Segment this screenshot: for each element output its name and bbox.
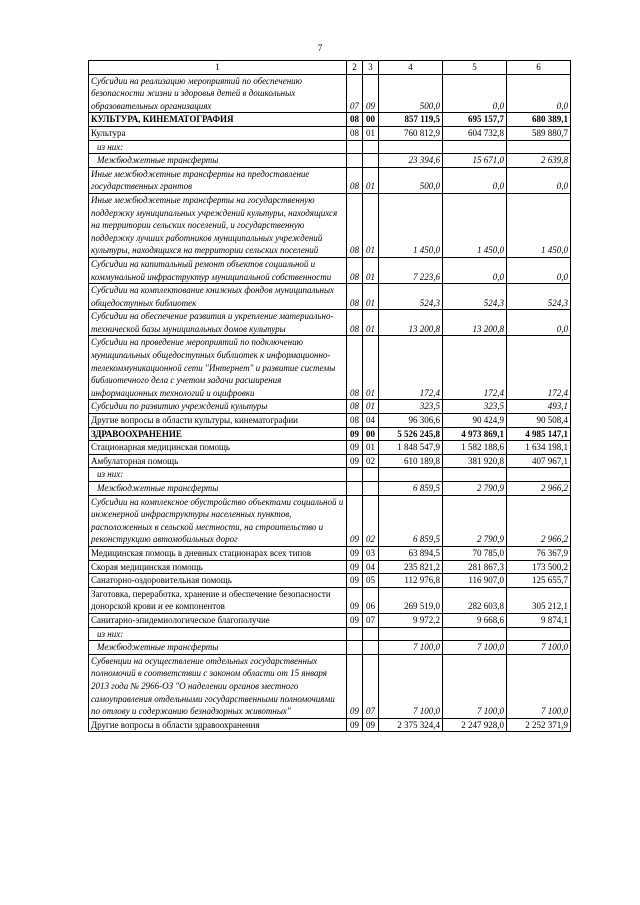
amount-col6-cell: 0,0 — [507, 167, 571, 193]
subsection-code-cell: 02 — [363, 454, 379, 468]
amount-col6-cell: 4 985 147,1 — [507, 427, 571, 441]
amount-col5-cell: 524,3 — [443, 284, 507, 310]
row-name-cell: Иные межбюджетные трансферты на предоставление государственных грантов — [89, 167, 347, 193]
subsection-code-cell: 07 — [363, 654, 379, 718]
table-row — [89, 336, 571, 400]
amount-col4-cell: 6 859,5 — [379, 495, 443, 546]
row-name-cell: Стационарная медицинская помощь — [89, 441, 347, 455]
header-row — [89, 61, 571, 75]
table-row — [89, 495, 571, 546]
table-row — [89, 627, 571, 641]
amount-col4-cell: 63 894,5 — [379, 546, 443, 560]
row-name-cell: Субсидии на обеспечение развития и укрепление материально-технической базы муниципальных домов культуры — [89, 310, 347, 336]
table-row — [89, 74, 571, 113]
amount-col5-cell: 381 920,8 — [443, 454, 507, 468]
amount-col5-cell: 281 867,3 — [443, 560, 507, 574]
amount-col5-cell: 2 247 928,0 — [443, 718, 507, 732]
table-row — [89, 400, 571, 414]
section-code-cell: 09 — [347, 718, 363, 732]
amount-col5-cell: 604 732,8 — [443, 126, 507, 140]
page-number: 7 — [317, 43, 323, 53]
section-code-cell: 08 — [347, 257, 363, 283]
amount-col6-cell: 76 367,9 — [507, 546, 571, 560]
row-name-cell: Субвенции на осуществление отдельных государственных полномочий в соответствии с законом области от 15 января 2013 года № 2966-ОЗ "О наделении органов местного самоуправления отдельными государственными полномочиями по отлову и содержанию безнадзорных животных" — [89, 654, 347, 718]
table-row — [89, 641, 571, 655]
amount-col5-cell: 695 157,7 — [443, 113, 507, 127]
amount-col6-cell: 9 874,1 — [507, 613, 571, 627]
section-code-cell: 08 — [347, 310, 363, 336]
amount-col6-cell: 2 966,2 — [507, 482, 571, 496]
subsection-code-cell: 09 — [363, 74, 379, 113]
header-cell: 2 — [347, 61, 363, 75]
table-row — [89, 441, 571, 455]
section-code-cell — [347, 641, 363, 655]
subsection-code-cell: 04 — [363, 560, 379, 574]
amount-col4-cell: 7 223,6 — [379, 257, 443, 283]
subsection-code-cell: 05 — [363, 574, 379, 588]
table-row — [89, 193, 571, 257]
amount-col4-cell: 112 976,8 — [379, 574, 443, 588]
section-code-cell: 07 — [347, 74, 363, 113]
section-code-cell: 08 — [347, 126, 363, 140]
amount-col4-cell: 500,0 — [379, 167, 443, 193]
amount-col4-cell: 2 375 324,4 — [379, 718, 443, 732]
subsection-code-cell — [363, 468, 379, 482]
subsection-code-cell: 01 — [363, 336, 379, 400]
amount-col5-cell: 2 790,9 — [443, 482, 507, 496]
row-name-cell: Другие вопросы в области культуры, кинематографии — [89, 414, 347, 428]
amount-col5-cell: 15 671,0 — [443, 154, 507, 168]
amount-col6-cell — [507, 140, 571, 154]
subsection-code-cell: 01 — [363, 193, 379, 257]
row-name-cell: Медицинская помощь в дневных стационарах всех типов — [89, 546, 347, 560]
row-name-cell: Амбулаторная помощь — [89, 454, 347, 468]
amount-col5-cell: 4 973 869,1 — [443, 427, 507, 441]
amount-col4-cell — [379, 468, 443, 482]
section-code-cell: 09 — [347, 654, 363, 718]
amount-col4-cell: 6 859,5 — [379, 482, 443, 496]
subsection-code-cell: 04 — [363, 414, 379, 428]
amount-col4-cell: 5 526 245,8 — [379, 427, 443, 441]
table-row — [89, 414, 571, 428]
table-row — [89, 310, 571, 336]
amount-col4-cell: 1 848 547,9 — [379, 441, 443, 455]
section-code-cell: 09 — [347, 427, 363, 441]
amount-col4-cell: 9 972,2 — [379, 613, 443, 627]
amount-col5-cell: 0,0 — [443, 257, 507, 283]
amount-col4-cell — [379, 140, 443, 154]
subsection-code-cell — [363, 154, 379, 168]
amount-col6-cell: 407 967,1 — [507, 454, 571, 468]
section-code-cell — [347, 140, 363, 154]
amount-col6-cell: 305 212,1 — [507, 587, 571, 613]
amount-col4-cell: 23 394,6 — [379, 154, 443, 168]
amount-col4-cell: 172,4 — [379, 336, 443, 400]
table-row — [89, 140, 571, 154]
amount-col6-cell: 125 655,7 — [507, 574, 571, 588]
amount-col6-cell — [507, 627, 571, 641]
amount-col5-cell: 116 907,0 — [443, 574, 507, 588]
amount-col4-cell: 524,3 — [379, 284, 443, 310]
amount-col6-cell: 172,4 — [507, 336, 571, 400]
table-row — [89, 560, 571, 574]
amount-col4-cell: 7 100,0 — [379, 641, 443, 655]
amount-col4-cell: 269 519,0 — [379, 587, 443, 613]
amount-col4-cell: 610 189,8 — [379, 454, 443, 468]
subsection-code-cell: 07 — [363, 613, 379, 627]
table-row — [89, 468, 571, 482]
amount-col4-cell: 1 450,0 — [379, 193, 443, 257]
row-name-cell: Санитарно-эпидемиологическое благополучие — [89, 613, 347, 627]
table-row — [89, 167, 571, 193]
amount-col4-cell: 323,5 — [379, 400, 443, 414]
section-code-cell: 09 — [347, 495, 363, 546]
amount-col4-cell — [379, 627, 443, 641]
amount-col6-cell: 680 389,1 — [507, 113, 571, 127]
amount-col6-cell: 2 639,8 — [507, 154, 571, 168]
row-name-cell: Скорая медицинская помощь — [89, 560, 347, 574]
section-code-cell: 09 — [347, 574, 363, 588]
section-code-cell: 09 — [347, 441, 363, 455]
amount-col4-cell: 857 119,5 — [379, 113, 443, 127]
table-row — [89, 454, 571, 468]
row-name-cell: Межбюджетные трансферты — [89, 482, 347, 496]
row-name-cell: Субсидии на капитальный ремонт объектов социальной и коммунальной инфраструктур муниципальной собственности — [89, 257, 347, 283]
header-cell: 5 — [443, 61, 507, 75]
row-name-cell: из них: — [89, 627, 347, 641]
subsection-code-cell — [363, 627, 379, 641]
row-name-cell: Иные межбюджетные трансферты на государственную поддержку муниципальных учреждений культуры, находящихся на территории сельских поселений, и государственную поддержку лучших работников муниципальных учреждений культуры, находящихся на территории сельских поселений — [89, 193, 347, 257]
table-row — [89, 546, 571, 560]
row-name-cell: Санаторно-оздоровительная помощь — [89, 574, 347, 588]
row-name-cell: Субсидии на комплексное обустройство объектами социальной и инженерной инфраструктуры населенных пунктов, расположенных в сельской местности, на строительство и реконструкцию автомобильных дорог — [89, 495, 347, 546]
subsection-code-cell — [363, 482, 379, 496]
section-code-cell: 08 — [347, 414, 363, 428]
amount-col4-cell: 235 821,2 — [379, 560, 443, 574]
row-name-cell: Культура — [89, 126, 347, 140]
amount-col5-cell: 0,0 — [443, 74, 507, 113]
section-code-cell: 08 — [347, 193, 363, 257]
amount-col5-cell: 7 100,0 — [443, 641, 507, 655]
header-cell: 1 — [89, 61, 347, 75]
table-row — [89, 257, 571, 283]
row-name-cell: из них: — [89, 140, 347, 154]
table-row — [89, 718, 571, 732]
section-code-cell: 08 — [347, 113, 363, 127]
table-row — [89, 574, 571, 588]
section-code-cell: 08 — [347, 336, 363, 400]
amount-col6-cell: 1 634 198,1 — [507, 441, 571, 455]
amount-col5-cell: 70 785,0 — [443, 546, 507, 560]
amount-col5-cell: 9 668,6 — [443, 613, 507, 627]
table-row — [89, 284, 571, 310]
row-name-cell: Субсидии по развитию учреждений культуры — [89, 400, 347, 414]
row-name-cell: ЗДРАВООХРАНЕНИЕ — [89, 427, 347, 441]
amount-col5-cell: 172,4 — [443, 336, 507, 400]
subsection-code-cell: 00 — [363, 427, 379, 441]
section-code-cell — [347, 154, 363, 168]
section-code-cell: 09 — [347, 546, 363, 560]
section-code-cell: 08 — [347, 284, 363, 310]
table-body — [89, 74, 571, 732]
amount-col5-cell: 282 603,8 — [443, 587, 507, 613]
table-row — [89, 126, 571, 140]
amount-col6-cell: 90 508,4 — [507, 414, 571, 428]
amount-col6-cell — [507, 468, 571, 482]
amount-col5-cell — [443, 468, 507, 482]
table-row — [89, 587, 571, 613]
amount-col5-cell — [443, 627, 507, 641]
row-name-cell: Другие вопросы в области здравоохранения — [89, 718, 347, 732]
amount-col6-cell: 589 880,7 — [507, 126, 571, 140]
amount-col6-cell: 0,0 — [507, 74, 571, 113]
amount-col5-cell: 7 100,0 — [443, 654, 507, 718]
amount-col5-cell: 1 450,0 — [443, 193, 507, 257]
amount-col6-cell: 2 252 371,9 — [507, 718, 571, 732]
subsection-code-cell: 01 — [363, 284, 379, 310]
table-row — [89, 427, 571, 441]
amount-col5-cell: 1 582 188,6 — [443, 441, 507, 455]
table-row — [89, 482, 571, 496]
amount-col5-cell: 2 790,9 — [443, 495, 507, 546]
section-code-cell: 09 — [347, 587, 363, 613]
row-name-cell: Субсидии на реализацию мероприятий по обеспечению безопасности жизни и здоровья детей в дошкольных образовательных организациях — [89, 74, 347, 113]
subsection-code-cell — [363, 641, 379, 655]
subsection-code-cell: 06 — [363, 587, 379, 613]
amount-col5-cell: 90 424,9 — [443, 414, 507, 428]
header-cell: 3 — [363, 61, 379, 75]
amount-col5-cell — [443, 140, 507, 154]
subsection-code-cell: 01 — [363, 167, 379, 193]
amount-col5-cell: 0,0 — [443, 167, 507, 193]
subsection-code-cell: 01 — [363, 126, 379, 140]
amount-col4-cell: 500,0 — [379, 74, 443, 113]
subsection-code-cell — [363, 140, 379, 154]
row-name-cell: Заготовка, переработка, хранение и обеспечение безопасности донорской крови и ее компонентов — [89, 587, 347, 613]
subsection-code-cell: 01 — [363, 257, 379, 283]
amount-col6-cell: 1 450,0 — [507, 193, 571, 257]
amount-col6-cell: 0,0 — [507, 310, 571, 336]
amount-col6-cell: 493,1 — [507, 400, 571, 414]
row-name-cell: Субсидии на проведение мероприятий по подключению муниципальных общедоступных библиотек к информационно-телекоммуникационной сети "Интернет" и развитие системы библиотечного дела с учетом задачи расширения информационных технологий и оцифровки — [89, 336, 347, 400]
row-name-cell: КУЛЬТУРА, КИНЕМАТОГРАФИЯ — [89, 113, 347, 127]
subsection-code-cell: 01 — [363, 441, 379, 455]
section-code-cell: 08 — [347, 400, 363, 414]
amount-col4-cell: 7 100,0 — [379, 654, 443, 718]
amount-col4-cell: 13 200,8 — [379, 310, 443, 336]
subsection-code-cell: 01 — [363, 400, 379, 414]
section-code-cell: 08 — [347, 167, 363, 193]
table-row — [89, 154, 571, 168]
section-code-cell: 09 — [347, 454, 363, 468]
table-row — [89, 613, 571, 627]
section-code-cell — [347, 468, 363, 482]
row-name-cell: Межбюджетные трансферты — [89, 154, 347, 168]
table-row — [89, 113, 571, 127]
amount-col6-cell: 7 100,0 — [507, 641, 571, 655]
section-code-cell: 09 — [347, 613, 363, 627]
header-cell: 6 — [507, 61, 571, 75]
subsection-code-cell: 03 — [363, 546, 379, 560]
amount-col5-cell: 323,5 — [443, 400, 507, 414]
row-name-cell: из них: — [89, 468, 347, 482]
amount-col4-cell: 96 306,6 — [379, 414, 443, 428]
subsection-code-cell: 01 — [363, 310, 379, 336]
row-name-cell: Межбюджетные трансферты — [89, 641, 347, 655]
section-code-cell — [347, 482, 363, 496]
amount-col6-cell: 0,0 — [507, 257, 571, 283]
amount-col6-cell: 2 966,2 — [507, 495, 571, 546]
amount-col6-cell: 7 100,0 — [507, 654, 571, 718]
row-name-cell: Субсидии на комплектование книжных фондов муниципальных общедоступных библиотек — [89, 284, 347, 310]
section-code-cell: 09 — [347, 560, 363, 574]
subsection-code-cell: 09 — [363, 718, 379, 732]
header-cell: 4 — [379, 61, 443, 75]
budget-table — [88, 60, 571, 732]
section-code-cell — [347, 627, 363, 641]
amount-col4-cell: 760 812,9 — [379, 126, 443, 140]
table-row — [89, 654, 571, 718]
amount-col5-cell: 13 200,8 — [443, 310, 507, 336]
amount-col6-cell: 173 500,2 — [507, 560, 571, 574]
amount-col6-cell: 524,3 — [507, 284, 571, 310]
subsection-code-cell: 00 — [363, 113, 379, 127]
subsection-code-cell: 02 — [363, 495, 379, 546]
